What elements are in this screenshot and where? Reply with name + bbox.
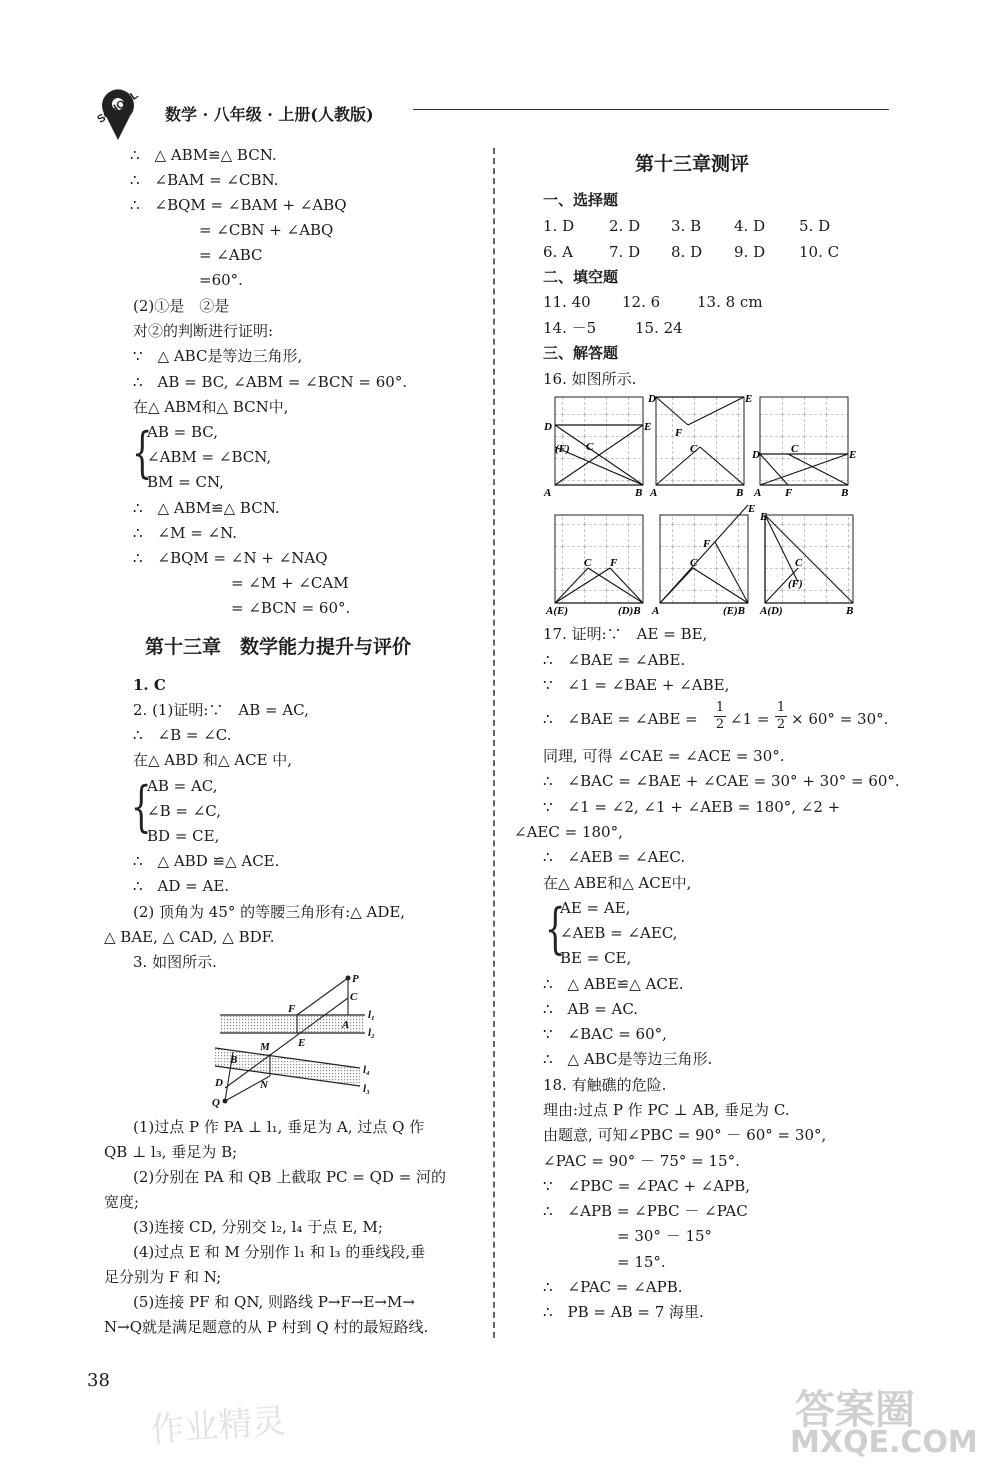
fraction [775,700,787,733]
fraction-numerator: 1 [715,700,725,715]
text-line: = 15°. [617,1253,666,1271]
label-A: A [754,487,762,499]
label-C: C [350,991,358,1003]
text-line: ∴ AB = BC, ∠ABM = ∠BCN = 60°. [133,373,408,391]
text-line: ∴ ∠B = ∠C. [133,726,232,744]
text-line: 1. C [133,676,166,694]
text-line: ∴ ∠BAE = ∠ABE = [543,710,698,728]
text-line: ∴ △ ABC是等边三角形. [543,1050,713,1068]
text-line: ∠PAC = 90° － 75° = 15°. [543,1152,740,1170]
answer-item: 1. D [543,217,575,235]
text-line: (1)过点 P 作 PA ⊥ l₁, 垂足为 A, 过点 Q 作 [133,1118,425,1136]
text-line: (5)连接 PF 和 QN, 则路线 P→F→E→M→ [133,1293,415,1311]
label-E: E [644,421,652,433]
label-B: B [230,1054,238,1066]
label-B: B [635,487,643,499]
text-line: BD = CE, [147,827,220,845]
label-D: D [752,449,760,461]
grid-figures [540,392,860,622]
text-line: ∴ AD = AE. [133,877,230,895]
text-line: ∴ ∠BAM = ∠CBN. [130,171,279,189]
label-N: N [260,1079,268,1091]
text-line: 2. (1)证明:∵ AB = AC, [133,701,309,719]
label-B: B [841,487,849,499]
section-heading: 二、填空题 [543,268,619,286]
text-line: 宽度; [104,1193,140,1211]
text-line: 18. 有触礁的危险. [543,1076,667,1094]
text-line: 对②的判断进行证明: [133,322,274,340]
text-line: 3. 如图所示. [133,953,217,971]
label-B: B [846,605,854,617]
text-line: 在△ ABD 和△ ACE 中, [133,751,293,769]
label-B: (E)B [723,605,745,617]
text-line: ∴ ∠BAC = ∠BAE + ∠CAE = 30° + 30° = 60°. [543,772,900,790]
label-C: C [690,557,698,569]
text-line: ∵ ∠1 = ∠BAE + ∠ABE, [543,676,730,694]
text-line: × 60° = 30°. [791,710,889,728]
label-E: E [745,393,753,405]
svg-text:SCHOOL: SCHOOL [95,89,141,126]
text-line: ∴ ∠M = ∠N. [133,524,238,542]
label-A: A(E) [546,605,568,617]
column-divider [493,148,495,1338]
text-line: ∵ ∠BAC = 60°, [543,1025,667,1043]
river-diagram [200,968,400,1110]
text-line: = ∠CBN + ∠ABQ [199,221,334,239]
label-A: A [652,605,660,617]
text-line: ∴ ∠BQM = ∠BAM + ∠ABQ [130,196,347,214]
fraction [714,700,726,733]
text-line: 在△ ABE和△ ACE中, [543,874,692,892]
section-heading: 一、选择题 [543,191,619,209]
label-F: (F) [788,578,803,590]
label-l4: l₄ [363,1064,370,1076]
label-C: C [584,557,592,569]
text-line: 由题意, 可知∠PBC = 90° － 60° = 30°, [543,1126,827,1144]
label-D: D [544,421,552,433]
text-line: ∴ ∠BAE = ∠ABE. [543,651,686,669]
point-Q [223,1099,228,1104]
text-line: (2)分别在 PA 和 QB 上截取 PC = QD = 河的 [133,1168,447,1186]
text-line: ∴ △ ABM≌△ BCN. [133,499,280,517]
answer-item: 11. 40 [543,293,591,311]
text-line: ∴ AB = AC. [543,1000,639,1018]
text-line: (3)连接 CD, 分别交 l₂, l₄ 于点 E, M; [133,1218,383,1236]
fraction-denominator: 2 [776,717,786,732]
school-logo-icon [88,80,158,142]
answer-item: 14. －5 [543,319,597,337]
text-line: =60°. [199,271,243,289]
label-A: A(D) [760,605,783,617]
text-line: AB = BC, [147,423,218,441]
text-line: AB = AC, [147,777,218,795]
text-line: BE = CE, [560,949,632,967]
label-F: (F) [555,443,570,455]
label-C: C [586,441,594,453]
answer-item: 3. B [671,217,702,235]
fraction-numerator: 1 [776,700,786,715]
brace: { [130,775,152,838]
label-C: C [690,443,698,455]
section-title: 第十三章 数学能力提升与评价 [145,636,412,658]
answer-item: 6. A [543,243,573,261]
label-P: P [352,973,359,985]
grid-figure-2 [647,393,752,499]
brace: { [544,897,566,960]
label-A: A [650,487,658,499]
label-C: C [795,557,803,569]
header-title: 数学 · 八年级 · 上册(人教版) [165,105,374,124]
text-line: 理由:过点 P 作 PC ⊥ AB, 垂足为 C. [543,1101,790,1119]
text-line: N→Q就是满足题意的从 P 村到 Q 村的最短路线. [104,1318,429,1336]
text-line: ∠1 = [730,710,770,728]
answer-item: 9. D [734,243,766,261]
answer-item: 4. D [734,217,766,235]
answer-item: 7. D [609,243,641,261]
text-line: ∵ ∠PBC = ∠PAC + ∠APB, [543,1177,751,1195]
text-line: ∠AEB = ∠AEC, [560,924,678,942]
text-line: ∴ PB = AB = 7 海里. [543,1303,704,1321]
text-line: = 30° － 15° [617,1227,713,1245]
label-A: A [544,487,552,499]
text-line: = ∠BCN = 60°. [231,599,351,617]
answer-item: 13. 8 cm [697,293,763,311]
text-line: ∴ △ ABE≌△ ACE. [543,975,684,993]
grid-figure-4 [545,515,643,617]
watermark-right: 答案圈 [795,1387,915,1433]
fraction-denominator: 2 [715,717,725,732]
label-M: M [260,1041,270,1053]
label-l3: l₃ [363,1083,370,1095]
answer-item: 15. 24 [635,319,683,337]
text-line: (2) 顶角为 45° 的等腰三角形有:△ ADE, [133,903,406,921]
text-line: (2)①是 ②是 [133,297,230,315]
answer-item: 10. C [799,243,840,261]
grid-figure-3 [751,397,856,499]
label-E: E [748,503,756,515]
header-rule [413,109,889,110]
text-line: ∴ △ ABM≌△ BCN. [130,146,277,164]
section-title: 第十三章测评 [635,153,750,175]
label-l1: l₁ [368,1009,375,1021]
text-line: ∠AEC = 180°, [514,823,623,841]
text-line: BM = CN, [147,473,224,491]
label-F: F [785,487,793,499]
label-Q: Q [212,1097,220,1109]
text-line: 足分别为 F 和 N; [104,1268,222,1286]
text-line: AE = AE, [560,899,631,917]
text-line: ∵ ∠1 = ∠2, ∠1 + ∠AEB = 180°, ∠2 + [543,798,841,816]
label-A: A [342,1019,350,1031]
answer-item: 2. D [609,217,641,235]
grid-figure-5 [651,503,755,617]
label-l2: l₂ [368,1027,375,1039]
watermark-left: 作业精灵 [149,1401,288,1451]
answer-item: 5. D [799,217,831,235]
text-line: △ BAE, △ CAD, △ BDF. [104,928,275,946]
page-number: 38 [87,1370,110,1391]
text-line: ∴ ∠BQM = ∠N + ∠NAQ [133,549,328,567]
label-E: E [298,1037,306,1049]
label-F: F [703,538,711,550]
text-line: 同理, 可得 ∠CAE = ∠ACE = 30°. [543,747,785,765]
label-D: D [215,1077,223,1089]
label-F: F [610,557,618,569]
label-B: (D)B [618,605,641,617]
text-line: QB ⊥ l₃, 垂足为 B; [104,1143,238,1161]
text-line: 在△ ABM和△ BCN中, [133,398,289,416]
label-E: E [760,511,768,523]
text-line: 17. 证明:∵ AE = BE, [543,625,708,643]
answer-item: 8. D [671,243,703,261]
text-line: ∠B = ∠C, [147,802,221,820]
label-D: D [648,393,656,405]
grid-figure-6 [759,511,853,617]
label-B: B [736,487,744,499]
label-C: C [791,443,799,455]
text-line: 16. 如图所示. [543,370,637,388]
text-line: = ∠M + ∠CAM [231,574,349,592]
segment-PF [297,978,348,1015]
text-line: = ∠ABC [199,246,263,264]
text-line: ∴ △ ABD ≌△ ACE. [133,852,280,870]
brace: { [131,421,153,484]
watermark-url: MXQE.COM [790,1425,978,1460]
label-E: E [849,449,857,461]
text-line: (4)过点 E 和 M 分别作 l₁ 和 l₃ 的垂线段,垂 [133,1243,426,1261]
text-line: ∴ ∠PAC = ∠APB. [543,1278,683,1296]
label-F: F [675,427,683,439]
text-line: ∠ABM = ∠BCN, [147,448,272,466]
grid-figure-1 [543,397,651,499]
text-line: ∴ ∠AEB = ∠AEC. [543,848,686,866]
label-F: F [288,1003,296,1015]
point-P [346,976,351,981]
section-heading: 三、解答题 [543,344,619,362]
text-line: ∴ ∠APB = ∠PBC － ∠PAC [543,1202,748,1220]
text-line: ∵ △ ABC是等边三角形, [133,347,303,365]
answer-item: 12. 6 [622,293,661,311]
